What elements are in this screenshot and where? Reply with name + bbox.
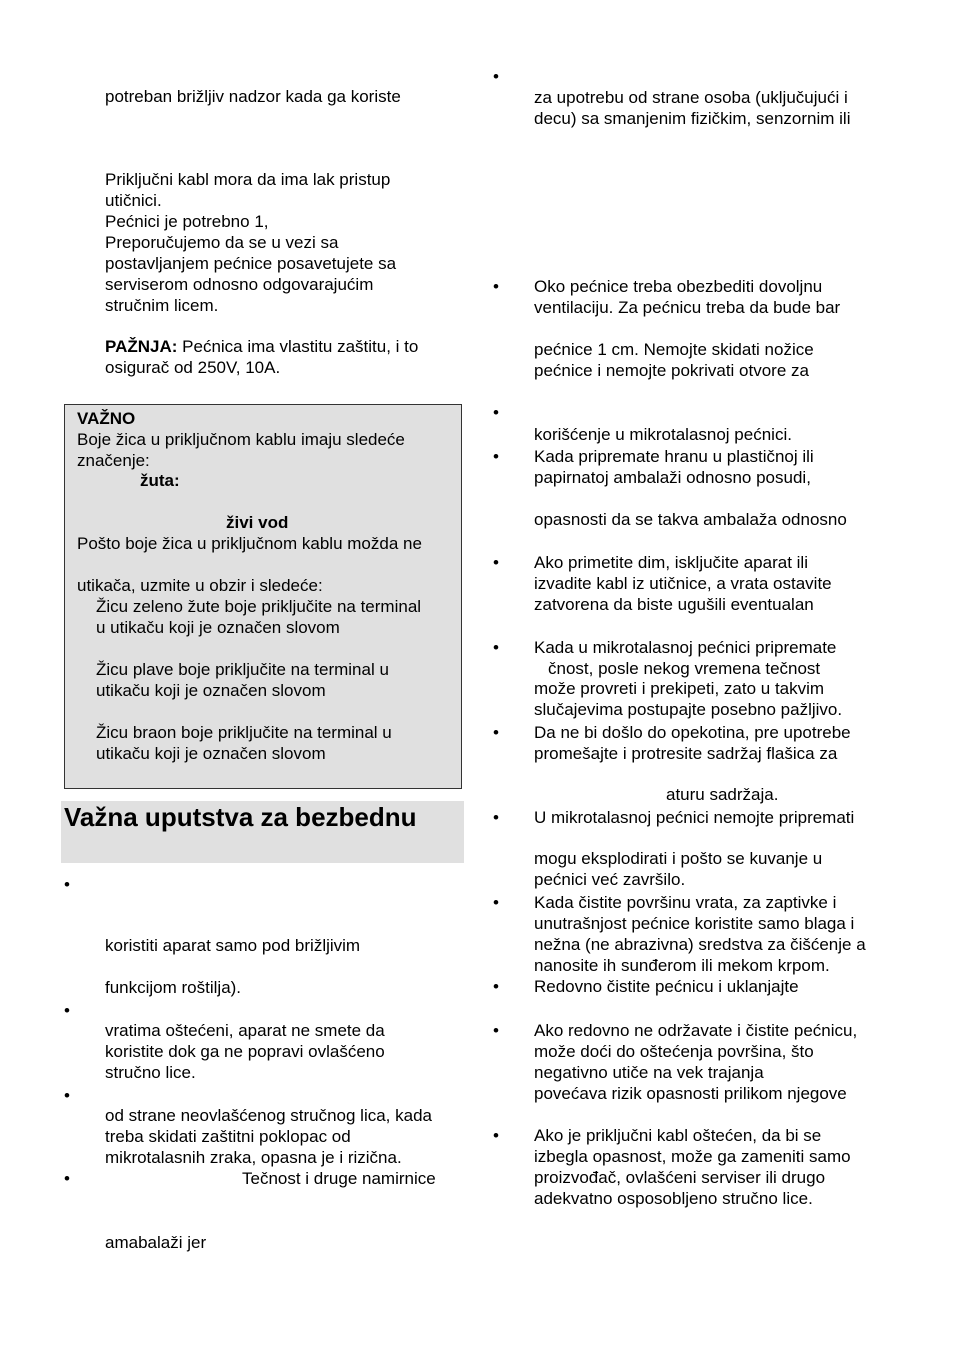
warning-text: Pećnica ima vlastitu zaštitu, i to — [177, 337, 419, 356]
text-line: opasnosti da se takva ambalaža odnosno — [534, 510, 847, 529]
box-line: utikaču koji je označen slovom — [96, 681, 326, 700]
box-line: žuta: — [140, 471, 180, 490]
bullet: • — [64, 1169, 70, 1188]
text-line: mikrotalasnih zraka, opasna je i rizična. — [105, 1148, 402, 1167]
box-line: Žicu zeleno žute boje priključite na terminal — [96, 597, 422, 616]
bullet: • — [493, 893, 499, 912]
warning-line — [105, 336, 418, 357]
text-line: Kada čistite površinu vrata, za zaptivke i — [534, 893, 837, 912]
box-line: živi vod — [226, 513, 289, 532]
bullet: • — [493, 1126, 499, 1145]
text-line: postavljanjem pećnice posavetujete sa — [105, 254, 397, 273]
text-line: nanosite ih sunđerom ili mekom krpom. — [534, 956, 830, 975]
text-line: funkcijom roštilja). — [105, 978, 242, 997]
text-line: Kada pripremate hranu u plastičnoj ili — [534, 447, 814, 466]
text-line: vratima oštećeni, aparat ne smete da — [105, 1021, 385, 1040]
bullet: • — [493, 277, 499, 296]
bullet: • — [64, 875, 70, 894]
text-line: pećnice 1 cm. Nemojte skidati nožice — [534, 340, 814, 359]
box-line: u utikaču koji je označen slovom — [96, 618, 340, 637]
text-line: promešajte i protresite sadržaj flašica za — [534, 744, 838, 763]
text-line: serviserom odnosno odgovarajućim — [105, 275, 374, 294]
bullet: • — [493, 67, 499, 86]
bullet: • — [64, 1086, 70, 1105]
text-line: Tečnost i druge namirnice — [242, 1169, 436, 1188]
box-line: Žicu plave boje priključite na terminal u — [96, 660, 389, 679]
text-line: Ako primetite dim, isključite aparat ili — [534, 553, 808, 572]
text-line: stručno lice. — [105, 1063, 196, 1082]
text-line: mogu eksplodirati i pošto se kuvanje u — [534, 849, 823, 868]
text-line: korišćenje u mikrotalasnoj pećnici. — [534, 425, 792, 444]
bullet: • — [493, 403, 499, 422]
bullet: • — [493, 723, 499, 742]
text-line: koristiti aparat samo pod brižljivim — [105, 936, 361, 955]
text-line: Ako je priključni kabl oštećen, da bi se — [534, 1126, 822, 1145]
warning-label: PAŽNJA: — [105, 337, 178, 356]
text-line: Preporučujemo da se u vezi sa — [105, 233, 339, 252]
bullet: • — [493, 638, 499, 657]
bullet: • — [493, 553, 499, 572]
text-line: ventilaciju. Za pećnicu treba da bude bar — [534, 298, 841, 317]
text-line: unutrašnjost pećnice koristite samo blaga i — [534, 914, 855, 933]
text-line: Pećnici je potrebno 1, — [105, 212, 269, 231]
section-heading: Važna uputstva za bezbednu — [64, 802, 417, 832]
box-line: utikaču koji je označen slovom — [96, 744, 326, 763]
text-line: stručnim licem. — [105, 296, 219, 315]
bullet: • — [493, 808, 499, 827]
text-line: Oko pećnice treba obezbediti dovoljnu — [534, 277, 823, 296]
text-line: proizvođač, ovlašćeni serviser ili drugo — [534, 1168, 826, 1187]
text-line: može doći do oštećenja površina, što — [534, 1042, 814, 1061]
text-line: od strane neovlašćenog stručnog lica, kada — [105, 1106, 432, 1125]
text-line: izbegla opasnost, može ga zameniti samo — [534, 1147, 851, 1166]
text-line: Kada u mikrotalasnoj pećnici pripremate — [534, 638, 837, 657]
bullet: • — [493, 977, 499, 996]
text-line: negativno utiče na vek trajanja — [534, 1063, 764, 1082]
text-line: treba skidati zaštitni poklopac od — [105, 1127, 351, 1146]
box-title: VAŽNO — [77, 409, 136, 428]
text-line: povećava rizik opasnosti prilikom njegove — [534, 1084, 847, 1103]
bullet: • — [493, 1021, 499, 1040]
box-line: Pošto boje žica u priključnom kablu možda ne — [77, 534, 422, 553]
text-line: pećnici već završilo. — [534, 870, 686, 889]
text-line: U mikrotalasnoj pećnici nemojte pripremati — [534, 808, 855, 827]
text-line: nežna (ne abrazivna) sredstva za čišćenje a — [534, 935, 866, 954]
text-line: zatvorena da biste ugušili eventualan — [534, 595, 814, 614]
text-line: čnost, posle nekog vremena tečnost — [548, 659, 821, 678]
text-line: može provreti i prekipeti, zato u takvim — [534, 679, 825, 698]
box-line: Boje žica u priključnom kablu imaju sledeće — [77, 430, 405, 449]
text-line: utičnici. — [105, 191, 162, 210]
text-line: za upotrebu od strane osoba (uključujući i — [534, 88, 848, 107]
text-line: izvadite kabl iz utičnice, a vrata ostavite — [534, 574, 832, 593]
text-line: koristite dok ga ne popravi ovlašćeno — [105, 1042, 385, 1061]
box-line: Žicu braon boje priključite na terminal u — [96, 723, 392, 742]
text-line: slučajevima postupajte posebno pažljivo. — [534, 700, 843, 719]
box-line: značenje: — [77, 451, 150, 470]
text-line: osigurač od 250V, 10A. — [105, 358, 281, 377]
bullet: • — [493, 447, 499, 466]
text-line: Priključni kabl mora da ima lak pristup — [105, 170, 391, 189]
bullet: • — [64, 1001, 70, 1020]
text-line: amabalaži jer — [105, 1233, 207, 1252]
text-line: aturu sadržaja. — [666, 785, 779, 804]
text-line: Redovno čistite pećnicu i uklanjajte — [534, 977, 799, 996]
text-line: adekvatno osposobljeno stručno lice. — [534, 1189, 813, 1208]
text-line: Da ne bi došlo do opekotina, pre upotrebe — [534, 723, 851, 742]
text-line: papirnatoj ambalaži odnosno posudi, — [534, 468, 811, 487]
text-line: pećnice i nemojte pokrivati otvore za — [534, 361, 809, 380]
box-line: utikača, uzmite u obzir i sledeće: — [77, 576, 323, 595]
text-line: potreban brižljiv nadzor kada ga koriste — [105, 87, 401, 106]
text-line: Ako redovno ne održavate i čistite pećnicu, — [534, 1021, 858, 1040]
text-line: decu) sa smanjenim fizičkim, senzornim ili — [534, 109, 851, 128]
